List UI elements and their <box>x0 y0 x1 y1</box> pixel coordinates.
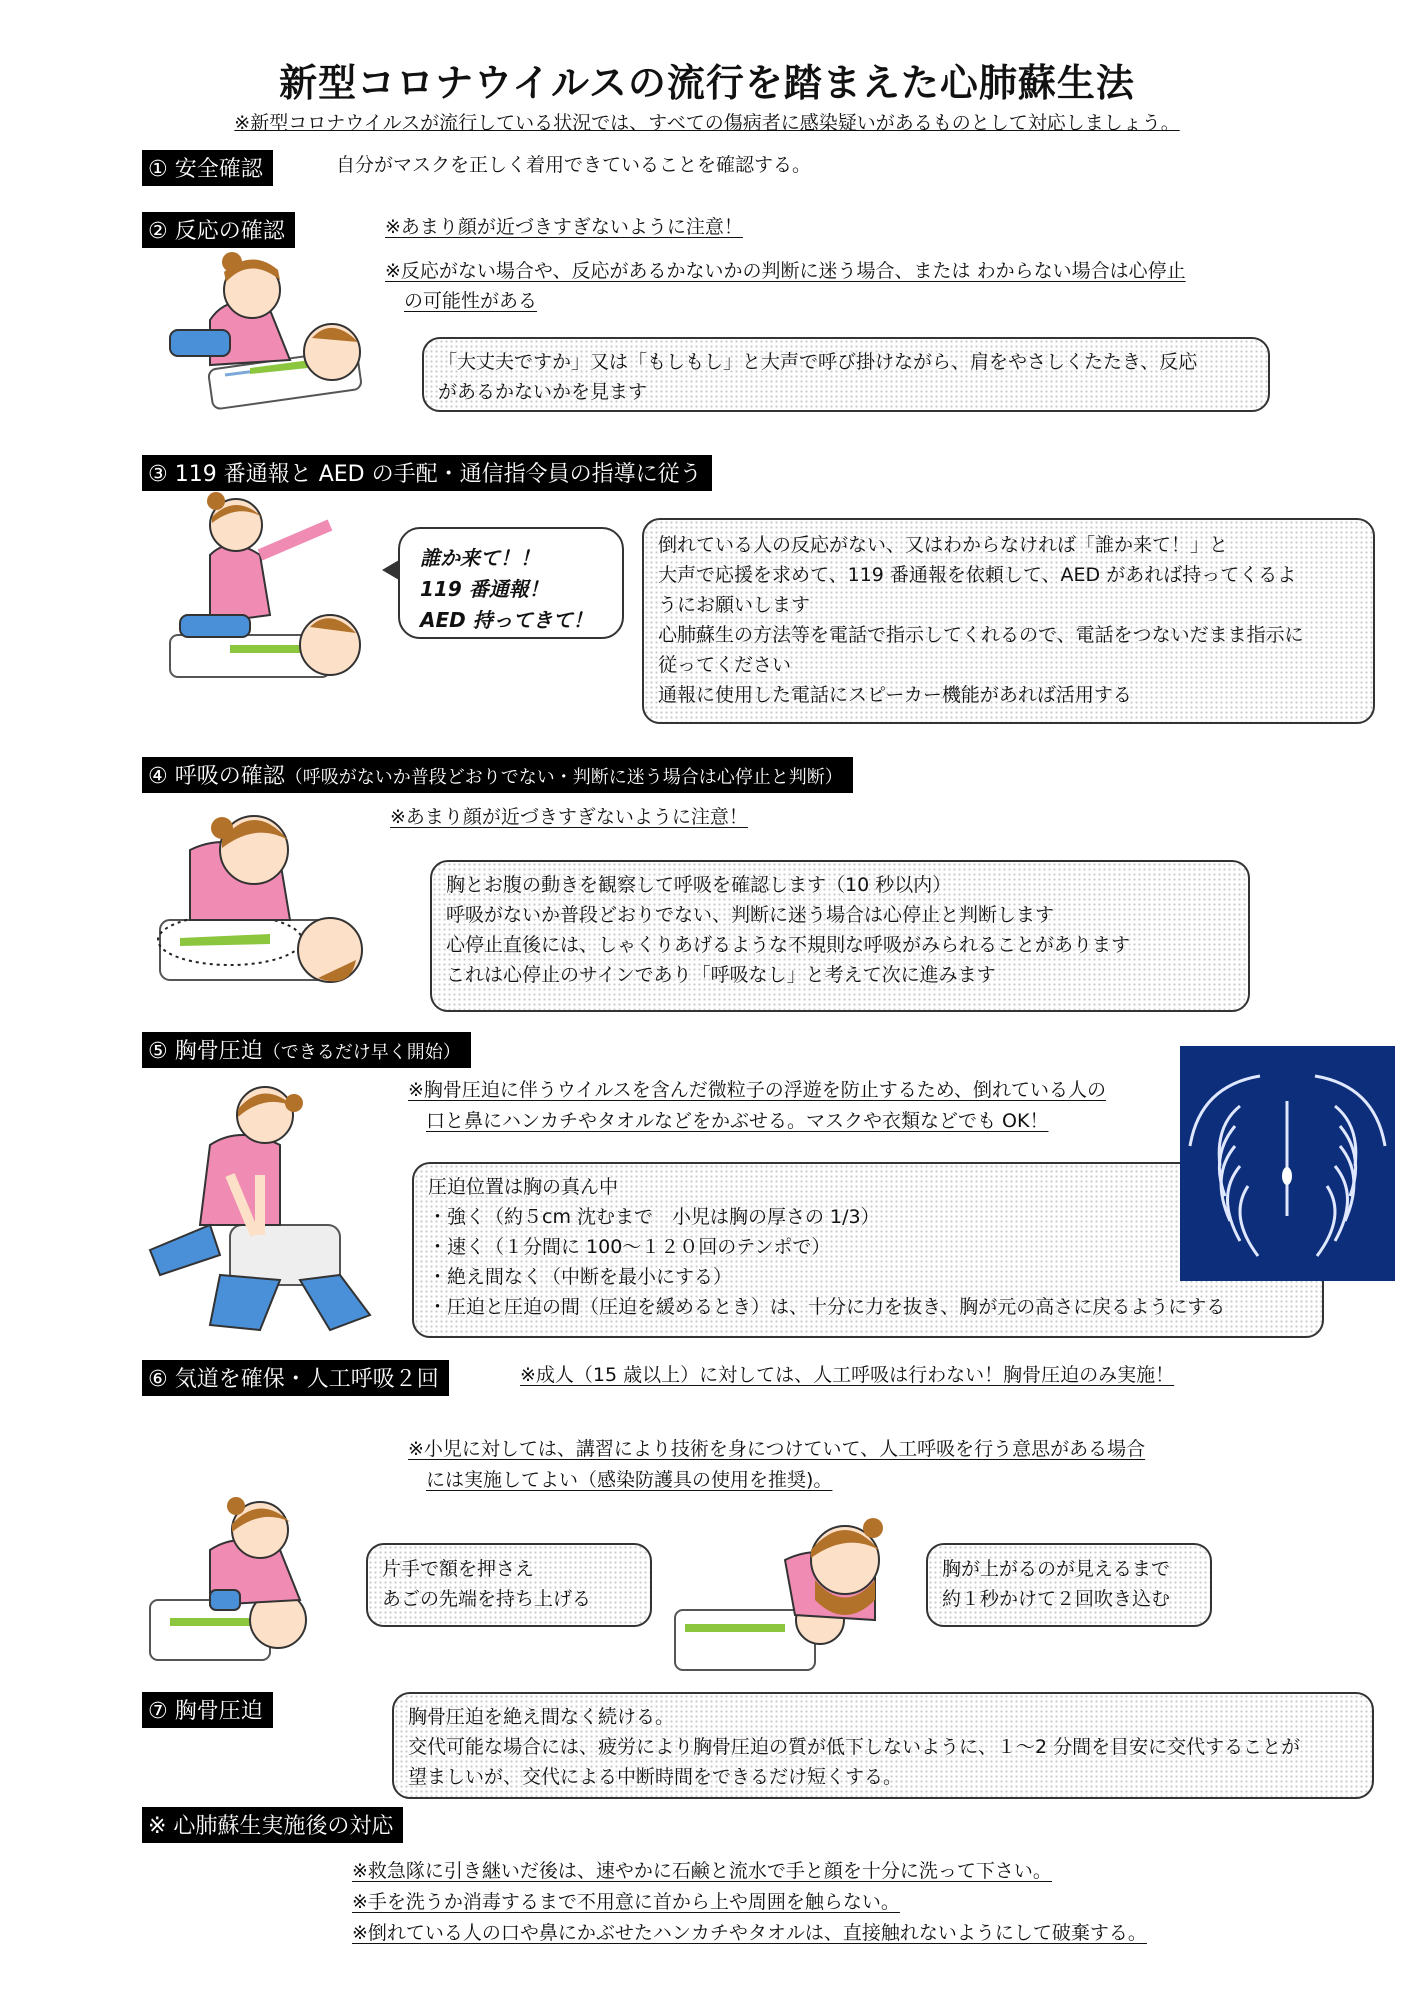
after-note-touch: ※手を洗うか消毒するまで不用意に首から上や周囲を触らない。 <box>352 1891 900 1913</box>
rescue-breath-illustration <box>665 1500 915 1675</box>
page-title: 新型コロナウイルスの流行を踏まえた心肺蘇生法 <box>279 61 1135 105</box>
section-2-note-arrest-a: ※反応がない場合や、反応があるかないかの判断に迷う場合、または わからない場合は心停止 <box>385 260 1186 282</box>
section-6-note-adult: ※成人（15 歳以上）に対しては、人工呼吸は行わない！胸骨圧迫のみ実施！ <box>520 1364 1175 1386</box>
section-6-note-child-b: には実施してよい（感染防護具の使用を推奨)。 <box>426 1469 833 1491</box>
section-6-note-child-a: ※小児に対しては、講習により技術を身につけていて、人工呼吸を行う意思がある場合 <box>408 1438 1146 1460</box>
airway-illustration <box>150 1490 360 1670</box>
section-7-instruction-box: 胸骨圧迫を絶え間なく続ける。 交代可能な場合には、疲労により胸骨圧迫の質が低下しないように、１～2 分間を目安に交代することが 望ましいが、交代による中断時間をできるだけ短くする。 <box>392 1692 1374 1799</box>
section-4-instruction-box: 胸とお腹の動きを観察して呼吸を確認します（10 秒以内） 呼吸がないか普段どおりでない、判断に迷う場合は心停止と判断します 心停止直後には、しゃくりあげるような不規則な呼吸がみられることがあります これは心停止のサインであり「呼吸なし」と考えて次に進みます <box>430 860 1250 1012</box>
bubble-tail <box>382 560 399 580</box>
section-2-note-arrest-b: の可能性がある <box>404 290 538 312</box>
chest-compression-illustration <box>150 1075 380 1335</box>
section-5-instruction-box: 圧迫位置は胸の真ん中 ・強く（約５cm 沈むまで 小児は胸の厚さの 1/3） ・速く（１分間に 100～１２０回のテンポで） ・絶え間なく（中断を最小にする） ・圧迫と圧迫の間（圧迫を緩めるとき）は、十分に力を抜き、胸が元の高さに戻るようにする <box>412 1162 1324 1338</box>
after-note-wash: ※救急隊に引き継いだ後は、速やかに石鹸と流水で手と顔を十分に洗って下さい。 <box>352 1860 1052 1882</box>
section-4-note: ※あまり顔が近づきすぎないように注意！ <box>390 806 748 828</box>
check-breathing-illustration <box>150 800 380 1000</box>
section-6-header: ⑥ 気道を確保・人工呼吸２回 <box>142 1360 449 1396</box>
chest-xray-illustration <box>1180 1046 1395 1281</box>
section-2-header: ② 反応の確認 <box>142 212 295 248</box>
airway-instruction-box: 片手で額を押さえ あごの先端を持ち上げる <box>366 1543 652 1627</box>
section-5-header: ⑤ 胸骨圧迫（できるだけ早く開始） <box>142 1032 471 1068</box>
section-5-note-b: 口と鼻にハンカチやタオルなどをかぶせる。マスクや衣類などでも OK！ <box>426 1110 1049 1132</box>
page-subtitle: ※新型コロナウイルスが流行している状況では、すべての傷病者に感染疑いがあるものとして対応しましょう。 <box>234 112 1180 134</box>
check-response-illustration <box>140 250 390 440</box>
section-5-note-a: ※胸骨圧迫に伴うウイルスを含んだ微粒子の浮遊を防止するため、倒れている人の <box>408 1079 1107 1101</box>
rescue-breath-instruction-box: 胸が上がるのが見えるまで 約１秒かけて２回吹き込む <box>926 1543 1212 1627</box>
section-2-instruction-box: 「大丈夫ですか」又は「もしもし」と大声で呼び掛けながら、肩をやさしくたたき、反応 があるかないかを見ます <box>422 337 1270 412</box>
after-cpr-header: ※ 心肺蘇生実施後の対応 <box>142 1807 403 1843</box>
section-1-header: ① 安全確認 <box>142 150 273 186</box>
section-7-header: ⑦ 胸骨圧迫 <box>142 1692 273 1728</box>
call-119-illustration <box>150 495 380 715</box>
section-1-text: 自分がマスクを正しく着用できていることを確認する。 <box>336 154 812 176</box>
section-2-note-distance: ※あまり顔が近づきすぎないように注意！ <box>385 216 743 238</box>
section-3-instruction-box: 倒れている人の反応がない、又はわからなければ「誰か来て！」と 大声で応援を求めて、119 番通報を依頼して、AED があれば持ってくるよ うにお願いします 心肺蘇生の方法等を電話で指示してくれるので、電話をつないだまま指示に 従ってください 通報に使用した電話にスピーカー機能があれば活用する <box>642 518 1375 724</box>
section-4-header: ④ 呼吸の確認（呼吸がないか普段どおりでない・判断に迷う場合は心停止と判断） <box>142 757 853 793</box>
call-for-help-bubble: 誰か来て！！ 119 番通報！ AED 持ってきて！ <box>398 527 624 639</box>
after-note-dispose: ※倒れている人の口や鼻にかぶせたハンカチやタオルは、直接触れないようにして破棄する。 <box>352 1922 1147 1944</box>
section-3-header: ③ 119 番通報と AED の手配・通信指令員の指導に従う <box>142 455 712 491</box>
